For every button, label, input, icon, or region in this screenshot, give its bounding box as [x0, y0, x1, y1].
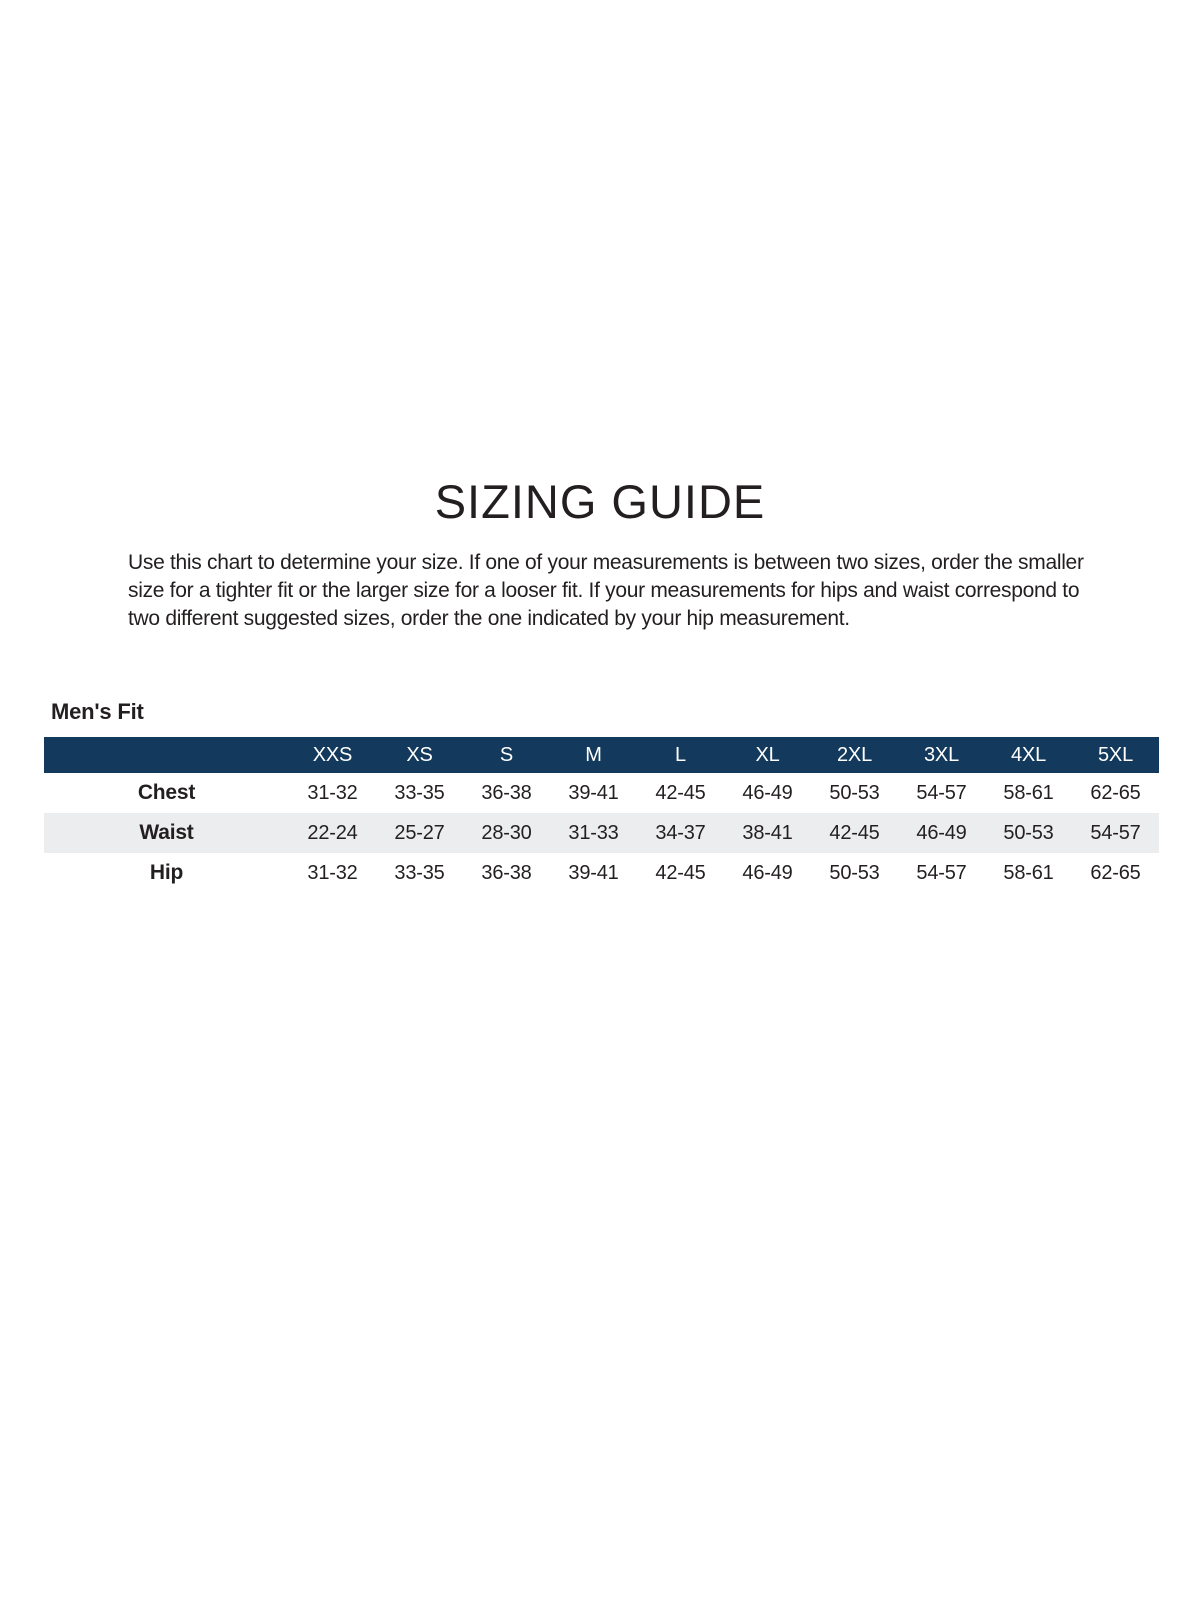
col-header-s: S — [499, 743, 514, 766]
chest-value-l: 42-45 — [655, 781, 706, 804]
col-header-2xl: 2XL — [837, 743, 872, 766]
row-label-waist: Waist — [139, 821, 194, 844]
hip-value-xxs: 31-32 — [307, 861, 358, 884]
size-row-chest — [44, 773, 1159, 813]
intro-line: Use this chart to determine your size. If one of your measurements is between two sizes, order the smaller — [128, 551, 1084, 574]
hip-value-s: 36-38 — [481, 861, 532, 884]
waist-value-4xl: 50-53 — [1003, 821, 1054, 844]
size-table-header-row — [44, 737, 1159, 773]
page-title: SIZING GUIDE — [434, 475, 766, 528]
mens-fit-size-table — [44, 737, 1159, 893]
waist-value-xxs: 22-24 — [307, 821, 358, 844]
col-header-l: L — [675, 743, 686, 766]
hip-value-m: 39-41 — [568, 861, 619, 884]
waist-value-m: 31-33 — [568, 821, 619, 844]
col-header-xxs: XXS — [312, 743, 353, 766]
col-header-4xl: 4XL — [1011, 743, 1046, 766]
hip-value-5xl: 62-65 — [1090, 861, 1141, 884]
row-label-chest: Chest — [137, 781, 196, 804]
col-header-5xl: 5XL — [1098, 743, 1133, 766]
col-header-xl: XL — [755, 743, 780, 766]
col-header-3xl: 3XL — [924, 743, 959, 766]
chest-value-4xl: 58-61 — [1003, 781, 1054, 804]
size-row-waist — [44, 813, 1159, 853]
waist-value-xl: 38-41 — [742, 821, 793, 844]
chest-value-xl: 46-49 — [742, 781, 793, 804]
chest-value-5xl: 62-65 — [1090, 781, 1141, 804]
hip-value-xs: 33-35 — [394, 861, 445, 884]
waist-value-l: 34-37 — [655, 821, 706, 844]
col-header-xs: XS — [406, 743, 433, 766]
section-label-mens-fit: Men's Fit — [51, 699, 144, 724]
chest-value-xs: 33-35 — [394, 781, 445, 804]
hip-value-l: 42-45 — [655, 861, 706, 884]
hip-value-2xl: 50-53 — [829, 861, 880, 884]
hip-value-3xl: 54-57 — [916, 861, 967, 884]
waist-value-3xl: 46-49 — [916, 821, 967, 844]
waist-value-5xl: 54-57 — [1090, 821, 1141, 844]
intro-line: two different suggested sizes, order the one indicated by your hip measurement. — [128, 607, 850, 630]
row-label-hip: Hip — [149, 861, 184, 884]
col-header-m: M — [585, 743, 602, 766]
chest-value-m: 39-41 — [568, 781, 619, 804]
hip-value-4xl: 58-61 — [1003, 861, 1054, 884]
size-row-hip — [44, 853, 1159, 893]
intro-paragraph — [128, 549, 1084, 633]
chest-value-s: 36-38 — [481, 781, 532, 804]
chest-value-2xl: 50-53 — [829, 781, 880, 804]
waist-value-xs: 25-27 — [394, 821, 445, 844]
waist-value-2xl: 42-45 — [829, 821, 880, 844]
chest-value-3xl: 54-57 — [916, 781, 967, 804]
waist-value-s: 28-30 — [481, 821, 532, 844]
intro-line: size for a tighter fit or the larger size for a looser fit. If your measurements for hips and waist correspond to — [128, 579, 1080, 602]
hip-value-xl: 46-49 — [742, 861, 793, 884]
chest-value-xxs: 31-32 — [307, 781, 358, 804]
